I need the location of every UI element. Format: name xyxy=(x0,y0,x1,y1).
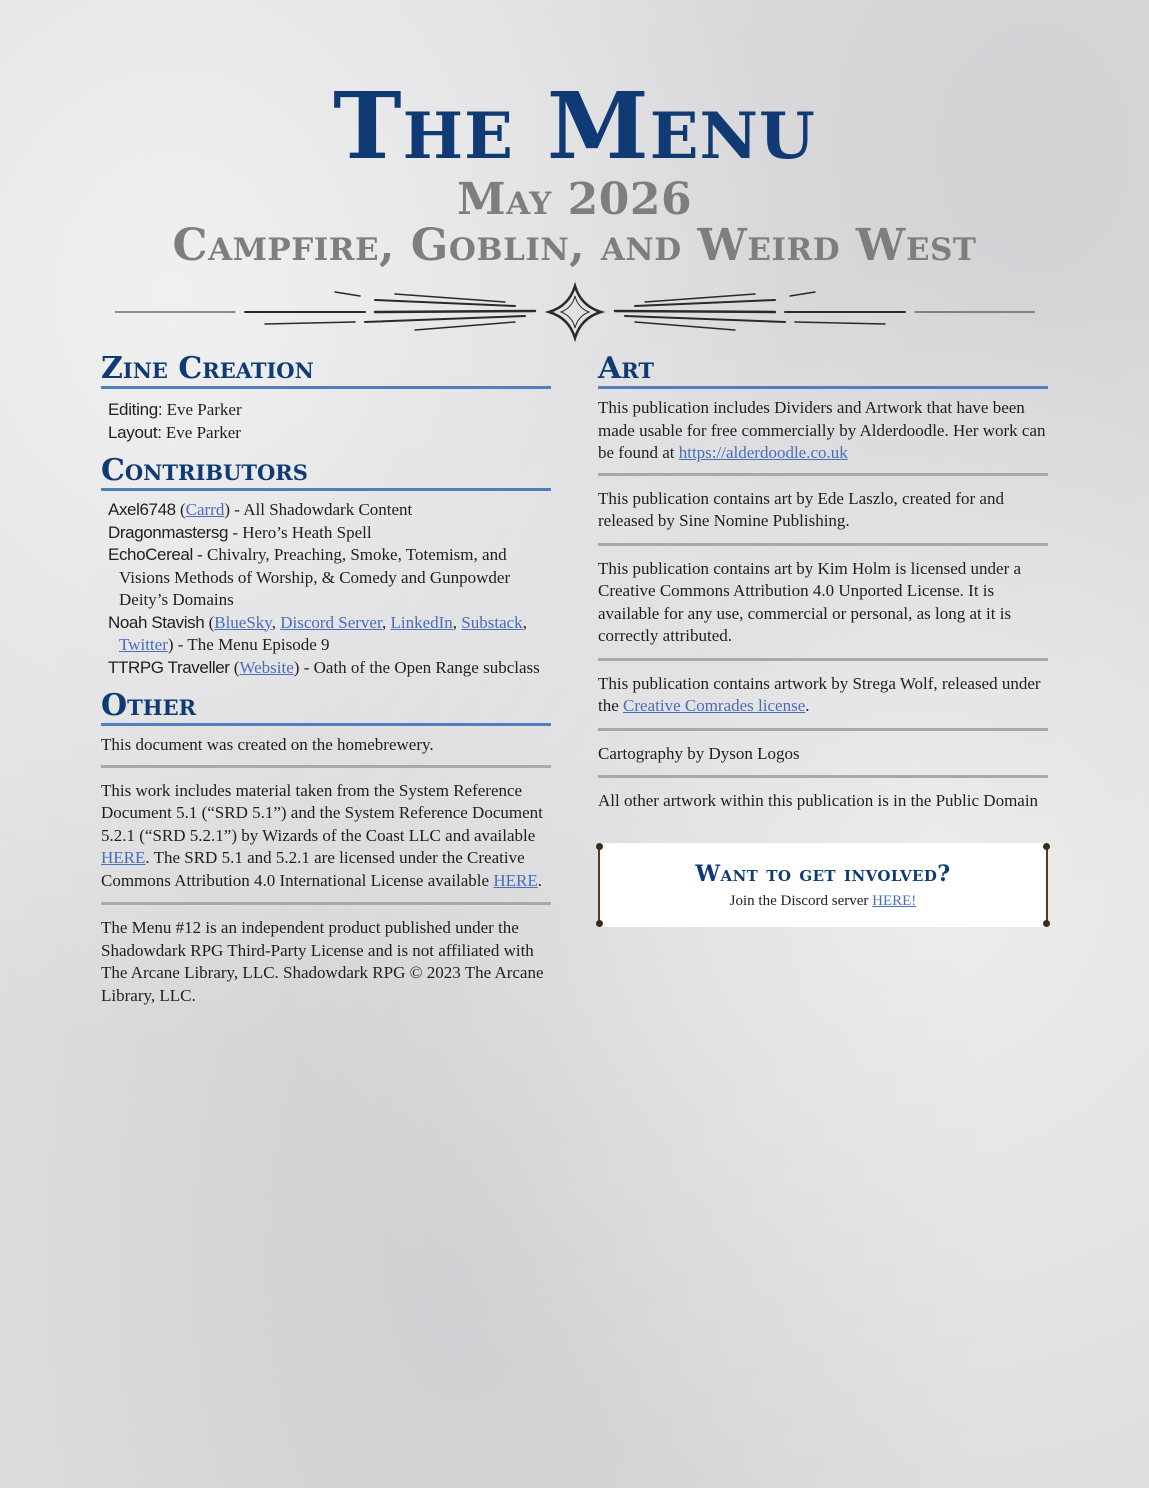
contributor-echo xyxy=(108,544,551,612)
get-involved-callout xyxy=(598,843,1048,927)
contributor-name: Dragonmastersg xyxy=(108,522,229,542)
separator xyxy=(101,765,551,768)
callout-border-left xyxy=(598,847,600,923)
discord-server-link[interactable]: Discord Server xyxy=(280,612,382,632)
corner-dot-icon xyxy=(596,843,603,850)
contributors-heading: Contributors xyxy=(101,454,551,491)
contributor-name: Axel6748 xyxy=(108,500,176,519)
contributor-dragon xyxy=(108,522,551,545)
contributors-section xyxy=(101,454,551,679)
subtitle-date: May 2026 xyxy=(456,174,693,225)
zine-creation-heading: Zine Creation xyxy=(101,352,551,389)
website-link[interactable]: Website xyxy=(239,657,294,677)
zine-creation-section xyxy=(101,352,551,444)
contributor-desc: - Chivalry, Preaching, Smoke, Totemism, and Visions Methods of Worship, & Comedy and Gunpowder Deity’s Domains xyxy=(119,545,511,609)
separator xyxy=(598,728,1048,731)
editing-credit xyxy=(108,399,551,422)
layout-value: Eve Parker xyxy=(165,422,241,442)
contributor-axel: Axel6748 (Carrd) - All Shadowdark Content xyxy=(108,500,413,519)
corner-dot-icon xyxy=(1043,843,1050,850)
ornamental-divider-icon xyxy=(115,280,1035,344)
art-kim-holm: This publication contains art by Kim Holm is licensed under a Creative Commons Attribution 4.0 Unported License. It is available for any use, commercial or personal, as long at it is correctly attributed. xyxy=(598,558,1022,645)
srd-text-a: This work includes material taken from the System Reference Document 5.1 (“SRD 5.1”) and the System Reference Document 5.2.1 (“SRD 5.2.1”) by Wizards of the Coast LLC and available xyxy=(101,780,543,845)
contributor-desc: - The Menu Episode 9 xyxy=(173,635,330,654)
contributor-name: TTRPG Traveller xyxy=(108,657,230,677)
srd-license-note xyxy=(101,780,551,893)
separator xyxy=(598,543,1048,546)
carrd-link[interactable]: Carrd xyxy=(185,500,225,519)
discord-here-link[interactable]: HERE! xyxy=(872,893,917,909)
shadowdark-license-note: The Menu #12 is an independent product published under the Shadowdark RPG Third-Party License and is not affiliated with The Arcane Library, LLC. Shadowdark RPG © 2023 The Arcane Library, LLC. xyxy=(101,918,544,1005)
contributor-noah: Noah Stavish (BlueSky, Discord Server, LinkedIn, Substack, Twitter) - The Menu Episode 9 xyxy=(108,612,527,654)
page-title: The Menu xyxy=(333,72,816,180)
linkedin-link[interactable]: LinkedIn xyxy=(390,612,453,632)
layout-label: Layout: xyxy=(108,422,162,442)
contributor-desc: - All Shadowdark Content xyxy=(230,500,413,519)
art-alderdoodle xyxy=(598,397,1048,465)
contributor-name: Noah Stavish xyxy=(108,612,205,632)
alderdoodle-link[interactable]: https://alderdoodle.co.uk xyxy=(678,443,848,462)
other-heading: Other xyxy=(101,689,551,726)
contributor-name: EchoCereal xyxy=(108,545,193,564)
other-section xyxy=(101,689,551,1007)
art-strega-text: This publication contains artwork by Strega Wolf, released under the xyxy=(598,673,1041,715)
right-column xyxy=(598,352,1048,823)
srd-here-link-2[interactable]: HERE xyxy=(493,870,538,890)
art-heading: Art xyxy=(598,352,1048,389)
separator xyxy=(598,473,1048,476)
editing-value: Eve Parker xyxy=(166,400,242,419)
srd-text-c: . xyxy=(537,870,542,890)
art-cartography: Cartography by Dyson Logos xyxy=(598,743,800,763)
contributor-desc: - Oath of the Open Range subclass xyxy=(299,657,540,677)
substack-link[interactable]: Substack xyxy=(461,612,523,632)
art-section xyxy=(598,352,1048,813)
contributor-ttrpg: TTRPG Traveller (Website) - Oath of the Open Range subclass xyxy=(108,657,540,677)
art-strega-wolf xyxy=(598,673,1048,718)
art-alderdoodle-text: This publication includes Dividers and Artwork that have been made usable for free commercially by Alderdoodle. Her work can be found at xyxy=(598,398,1046,462)
layout-credit xyxy=(108,422,551,445)
srd-here-link-1[interactable]: HERE xyxy=(101,848,146,867)
separator xyxy=(101,902,551,905)
editing-label: Editing: xyxy=(108,400,163,419)
art-public-domain: All other artwork within this publication is in the Public Domain xyxy=(598,791,1039,810)
left-column xyxy=(101,352,551,1017)
twitter-link[interactable]: Twitter xyxy=(119,635,168,654)
homebrewery-note: This document was created on the homebrewery. xyxy=(101,735,434,754)
srd-text-b: . The SRD 5.1 and 5.2.1 are licensed under the Creative Commons Attribution 4.0 International License available xyxy=(101,848,525,890)
bluesky-link[interactable]: BlueSky xyxy=(214,612,272,632)
discord-invite-text: Join the Discord server xyxy=(729,893,873,909)
subtitle-theme: Campfire, Goblin, and Weird West xyxy=(172,220,977,271)
art-ede-laszlo: This publication contains art by Ede Laszlo, created for and released by Sine Nomine Publishing. xyxy=(598,488,1004,530)
callout-text xyxy=(598,891,1048,911)
creative-comrades-link[interactable]: Creative Comrades license xyxy=(623,696,806,715)
corner-dot-icon xyxy=(1043,920,1050,927)
callout-heading: Want to get involved? xyxy=(695,861,951,887)
contributor-desc: - Hero’s Heath Spell xyxy=(228,522,372,542)
separator xyxy=(598,658,1048,661)
separator xyxy=(598,775,1048,778)
corner-dot-icon xyxy=(596,920,603,927)
callout-border-right xyxy=(1046,847,1048,923)
art-strega-end: . xyxy=(805,696,810,715)
